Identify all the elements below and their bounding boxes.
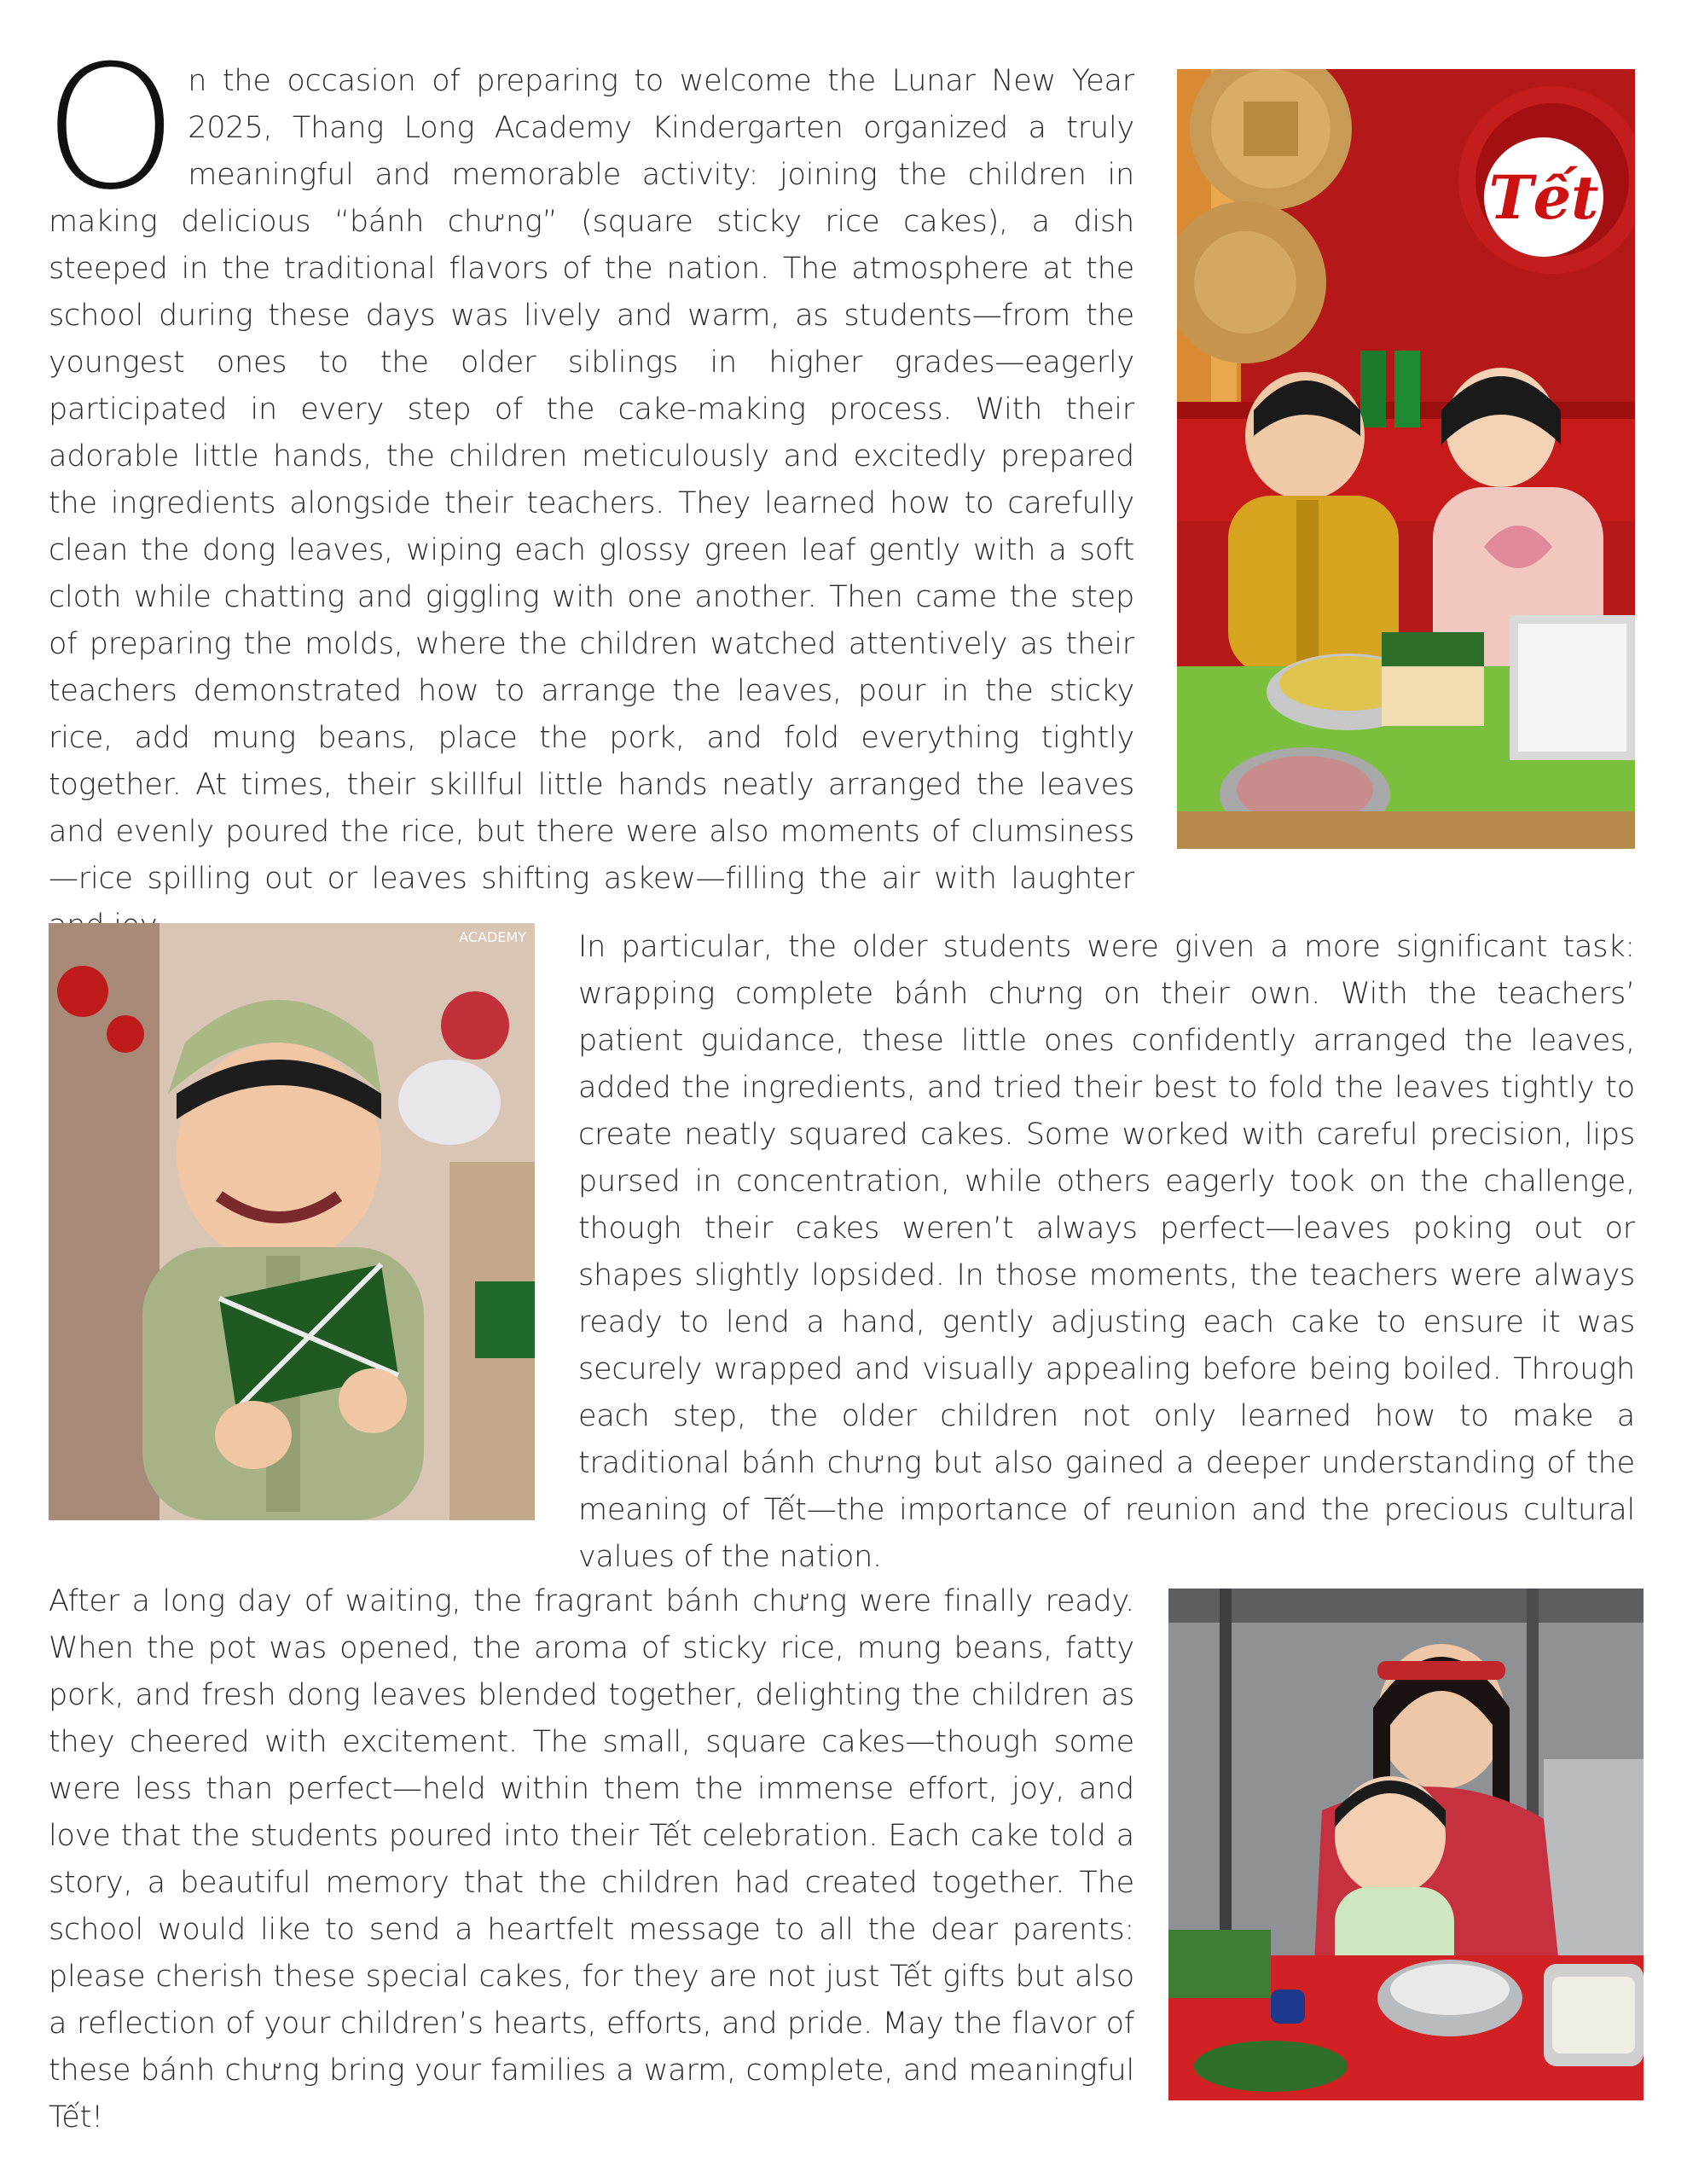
photo-children-preparing-ingredients-image bbox=[1177, 69, 1635, 849]
paragraph-cakes-ready: After a long day of waiting, the fragrant bánh chưng were finally ready. When the pot was opened, the aroma of sticky rice, mung beans, fatty pork, and fresh dong leaves blended together, delighting the children as they cheered with excitement. The small, square cakes—though some were less than perfect—held within them the immense effort, joy, and love that the students poured into their Tết celebration. Each cake told a story, a beautiful memory that the children had created together. The school would like to send a heartfelt message to all the dear parents: please cherish these special cakes, for they are not just Tết gifts but also a reflection of your children’s hearts, efforts, and pride. May the flavor of these bánh chưng bring your families a warm, complete, and meaningful Tết! bbox=[49, 1584, 1134, 2135]
paragraph-older-students: In particular, the older students were given a more significant task: wrapping complete bánh chưng on their own. With the teachers’ patient guidance, these little ones confidently arranged the leaves, added the ingredients, and tried their best to fold the leaves tightly to create neatly squared cakes. Some worked with careful precision, lips pursed in concentration, while others eagerly took on the challenge, though their cakes weren’t always perfect—leaves poking out or shapes slightly lopsided. In those moments, the teachers were always ready to lend a hand, gently adjusting each cake to ensure it was securely wrapped and visually appealing before being boiled. Through each step, the older children not only learned how to make a traditional bánh chưng but also gained a deeper understanding of the meaning of Tết—the importance of reunion and the precious cultural values of the nation. bbox=[578, 930, 1635, 1574]
paragraph-intro bbox=[43, 29, 1134, 950]
photo-watermark: ACADEMY bbox=[459, 929, 526, 945]
photo-children-preparing-ingredients bbox=[1177, 69, 1635, 849]
photo-teacher-with-toddler-image bbox=[1168, 1589, 1644, 2100]
photo-teacher-with-toddler bbox=[1168, 1589, 1644, 2100]
photo-boy-holding-banh-chung bbox=[49, 923, 535, 1520]
paragraph-intro-text: n the occasion of preparing to welcome the Lunar New Year 2025, Thang Long Academy Kindergarten organized a truly meaningful and memorable activity: joining the children in making delicious “bánh chưng” (square sticky rice cakes), a dish steeped in the traditional flavors of the nation. The atmosphere at the school during these days was lively and warm, as students—from the youngest ones to the older siblings in higher grades—eagerly participated in every step of the cake-making process. With their adorable little hands, the children meticulously and excitedly prepared the ingredients alongside their teachers. They learned how to carefully clean the dong leaves, wiping each glossy green leaf gently with a soft cloth while chatting and giggling with one another. Then came the step of preparing the molds, where the children watched attentively as their teachers demonstrated how to arrange the leaves, pour in the sticky rice, add mung beans, place the pork, and fold everything tightly together. At times, their skillful little hands neatly arranged the leaves and evenly poured the rice, but there were also moments of clumsiness—rice spilling out or leaves shifting askew—filling the air with laughter bbox=[49, 64, 1134, 896]
drop-cap: O bbox=[43, 29, 178, 228]
tet-sign-text: Tết bbox=[1488, 162, 1599, 233]
photo-boy-holding-banh-chung-image bbox=[49, 923, 535, 1520]
